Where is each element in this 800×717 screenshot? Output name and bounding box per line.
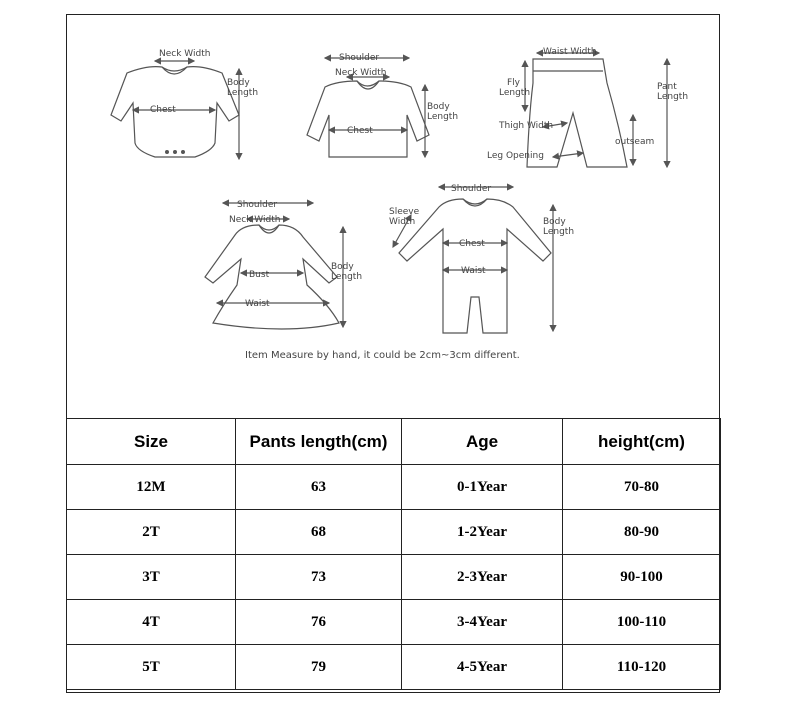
cell-height: 80-90 xyxy=(563,510,721,555)
cell-size: 4T xyxy=(67,600,236,645)
cell-height: 70-80 xyxy=(563,465,721,510)
cell-pants-length: 68 xyxy=(236,510,402,555)
garment-illustrations xyxy=(67,15,719,419)
dress-bust-label: Bust xyxy=(249,270,270,280)
size-chart-frame xyxy=(66,14,720,693)
cell-pants-length: 76 xyxy=(236,600,402,645)
pants-thigh-width-label: Thigh Width xyxy=(499,121,554,131)
sweater-body-length-label-2: Length xyxy=(427,112,459,122)
bodysuit-body-length-label-2: Length xyxy=(227,88,259,98)
table-row xyxy=(67,555,721,600)
cell-size: 12M xyxy=(67,465,236,510)
cell-height: 100-110 xyxy=(563,600,721,645)
table-row xyxy=(67,465,721,510)
dress-body-length-label-1: Body xyxy=(331,262,354,272)
cell-size: 3T xyxy=(67,555,236,600)
header-age: Age xyxy=(402,419,563,465)
sweater-body-length-label-1: Body xyxy=(427,102,450,112)
bodysuit-body-length-label-1: Body xyxy=(227,78,250,88)
pants-pant-length-label-1: Pant xyxy=(657,82,677,92)
table-row xyxy=(67,645,721,690)
cell-pants-length: 63 xyxy=(236,465,402,510)
cell-age: 1-2Year xyxy=(402,510,563,555)
pants-leg-opening-label: Leg Opening xyxy=(487,151,544,161)
cell-size: 2T xyxy=(67,510,236,555)
table-header-row xyxy=(67,419,721,465)
romper-waist-label: Waist xyxy=(461,266,486,276)
dress-waist-label: Waist xyxy=(245,299,270,309)
romper-shoulder-label: Shoulder xyxy=(451,184,492,194)
measurement-diagram xyxy=(67,15,719,419)
header-pants-length: Pants length(cm) xyxy=(236,419,402,465)
table-row xyxy=(67,510,721,555)
romper-sleeve-width-label-2: Width xyxy=(389,217,416,227)
cell-pants-length: 73 xyxy=(236,555,402,600)
pants-fly-length-label-2: Length xyxy=(499,88,531,98)
header-height: height(cm) xyxy=(563,419,721,465)
pants-pant-length-label-2: Length xyxy=(657,92,689,102)
cell-age: 4-5Year xyxy=(402,645,563,690)
dress-neck-width-label: Neck Width xyxy=(229,215,281,225)
table-row xyxy=(67,600,721,645)
cell-pants-length: 79 xyxy=(236,645,402,690)
cell-height: 110-120 xyxy=(563,645,721,690)
header-size: Size xyxy=(67,419,236,465)
cell-size: 5T xyxy=(67,645,236,690)
romper-body-length-label-2: Length xyxy=(543,227,575,237)
cell-age: 2-3Year xyxy=(402,555,563,600)
sweater-neck-width-label: Neck Width xyxy=(335,68,387,78)
size-table xyxy=(66,418,721,690)
cell-age: 0-1Year xyxy=(402,465,563,510)
romper-sleeve-width-label-1: Sleeve xyxy=(389,207,420,217)
bodysuit-neck-width-label: Neck Width xyxy=(159,49,211,59)
pants-waist-width-label: Waist Width xyxy=(543,47,597,57)
sweater-shoulder-label: Shoulder xyxy=(339,53,380,63)
pants-outseam-label: outseam xyxy=(615,137,655,147)
bodysuit-chest-label: Chest xyxy=(150,105,176,115)
dress-shoulder-label: Shoulder xyxy=(237,200,278,210)
romper-body-length-label-1: Body xyxy=(543,217,566,227)
pants-fly-length-label-1: Fly xyxy=(507,78,521,88)
cell-height: 90-100 xyxy=(563,555,721,600)
sweater-chest-label: Chest xyxy=(347,126,373,136)
measurement-note: Item Measure by hand, it could be 2cm~3cm different. xyxy=(245,350,520,361)
romper-chest-label: Chest xyxy=(459,239,485,249)
cell-age: 3-4Year xyxy=(402,600,563,645)
dress-body-length-label-2: Length xyxy=(331,272,363,282)
pants-illustration xyxy=(525,53,667,167)
